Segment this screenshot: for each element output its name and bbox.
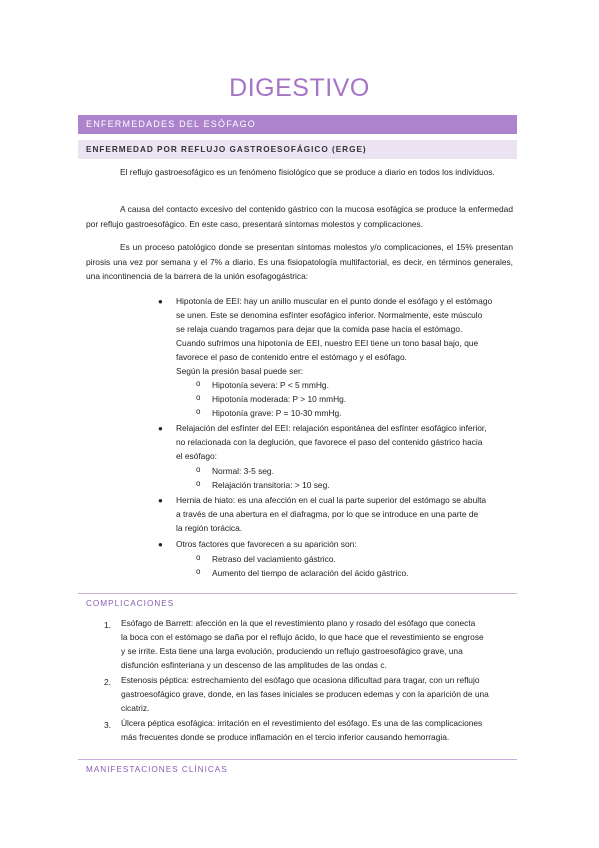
list-item-line: favorece el paso de contenido entre el estómago y el esófago. bbox=[176, 352, 407, 362]
list-item-line: Relajación del esfínter del EEI: relajación espontánea del esfínter esofágico inferior, bbox=[176, 423, 487, 433]
sub-list-item: Relajación transitoria: > 10 seg. bbox=[212, 480, 330, 490]
list-item-line: la región torácica. bbox=[176, 523, 243, 533]
list-item-line: cicatriz. bbox=[121, 703, 150, 713]
paragraph-2: A causa del contacto excesivo del contenido gástrico con la mucosa esofágica se produce la enfermedad por reflujo gastroesofágico. En este caso, presentará síntomas molestos y complicaciones. bbox=[86, 204, 513, 229]
list-item-line: a través de una abertura en el diafragma, por lo que se introduce en una parte de bbox=[176, 509, 479, 519]
list-item-line: Hipotonía de EEI: hay un anillo muscular en el punto donde el esófago y el estómago bbox=[176, 296, 493, 306]
list-item-line: Estenosis péptica: estrechamiento del esófago que ocasiona dificultad para tragar, con un reflujo bbox=[121, 675, 480, 685]
list-item-line: Hernia de hiato: es una afección en el cual la parte superior del estómago se abulta bbox=[176, 495, 487, 505]
manifestaciones-heading: MANIFESTACIONES CLÍNICAS bbox=[86, 765, 228, 774]
list-number: 1. bbox=[104, 620, 111, 630]
sub-list-item: Retraso del vaciamiento gástrico. bbox=[212, 554, 336, 564]
bullet-icon: ● bbox=[158, 496, 163, 505]
list-item-line: Otros factores que favorecen a su aparición son: bbox=[176, 539, 357, 549]
sub-bullet-icon: o bbox=[196, 407, 201, 416]
divider bbox=[78, 759, 517, 760]
sub-bullet-icon: o bbox=[196, 465, 201, 474]
list-number: 2. bbox=[104, 677, 111, 687]
subsection-bar: ENFERMEDAD POR REFLUJO GASTROESOFÁGICO (ERGE) bbox=[78, 140, 517, 159]
list-item-line: la boca con el estómago se daña por el reflujo ácido, lo que hace que el revestimiento se engrose bbox=[121, 632, 484, 642]
list-item-line: Esófago de Barrett: afección en la que el revestimiento plano y rosado del esófago que conecta bbox=[121, 618, 476, 628]
sub-list-item: Hipotonía severa: P < 5 mmHg. bbox=[212, 380, 329, 390]
complicaciones-heading: COMPLICACIONES bbox=[86, 599, 175, 608]
sub-bullet-icon: o bbox=[196, 567, 201, 576]
list-item-line: Úlcera péptica esofágica: irritación en el revestimiento del esófago. Es una de las complicaciones bbox=[121, 718, 483, 728]
list-item-line: no relacionada con la deglución, que favorece el paso del contenido gástrico hacia bbox=[176, 437, 483, 447]
paragraph-3: Es un proceso patológico donde se presentan síntomas molestos y/o complicaciones, el 15% presentan pirosis una vez por semana y el 7% a diario. Es una fisiopatología multifactorial, es decir, en términos generales, una incontinencia de la barrera de la unión esofagogástrica: bbox=[86, 242, 513, 281]
list-item-line: más frecuentes donde se produce inflamación en el tercio inferior causando hemorragia. bbox=[121, 732, 450, 742]
list-item-line: se unen. Este se denomina esfínter esofágico inferior. Normalmente, este músculo bbox=[176, 310, 483, 320]
section-bar: ENFERMEDADES DEL ESÓFAGO bbox=[78, 115, 517, 134]
list-item-line: se relaja cuando tragamos para dejar que la comida pase hacia el estómago. bbox=[176, 324, 463, 334]
list-item-line: y se irrite. Esta tiene una larga evolución, produciendo un reflujo gastroesofágico grave, una bbox=[121, 646, 463, 656]
page-title: DIGESTIVO bbox=[229, 74, 370, 102]
sub-bullet-icon: o bbox=[196, 553, 201, 562]
list-item-line: gastroesofágico grave, donde, en las fases iniciales se producen edemas y con la aparición de una bbox=[121, 689, 489, 699]
sub-bullet-icon: o bbox=[196, 479, 201, 488]
bullet-icon: ● bbox=[158, 540, 163, 549]
bullet-icon: ● bbox=[158, 424, 163, 433]
list-item-line: disfunción esfinteriana y un descenso de las amplitudes de las ondas c. bbox=[121, 660, 387, 670]
list-number: 3. bbox=[104, 720, 111, 730]
list-item-line: Según la presión basal puede ser: bbox=[176, 366, 304, 376]
divider bbox=[78, 593, 517, 594]
sub-bullet-icon: o bbox=[196, 379, 201, 388]
list-item-line: el esófago: bbox=[176, 451, 217, 461]
sub-list-item: Hipotonía grave: P = 10-30 mmHg. bbox=[212, 408, 342, 418]
sub-bullet-icon: o bbox=[196, 393, 201, 402]
bullet-icon: ● bbox=[158, 297, 163, 306]
list-item-line: Cuando sufrimos una hipotonía de EEI, nuestro EEI tiene un tono basal bajo, que bbox=[176, 338, 479, 348]
sub-list-item: Aumento del tiempo de aclaración del ácido gástrico. bbox=[212, 568, 409, 578]
paragraph-1: El reflujo gastroesofágico es un fenómeno fisiológico que se produce a diario en todos los individuos. bbox=[120, 167, 495, 177]
sub-list-item: Normal: 3-5 seg. bbox=[212, 466, 274, 476]
sub-list-item: Hipotonía moderada: P > 10 mmHg. bbox=[212, 394, 347, 404]
